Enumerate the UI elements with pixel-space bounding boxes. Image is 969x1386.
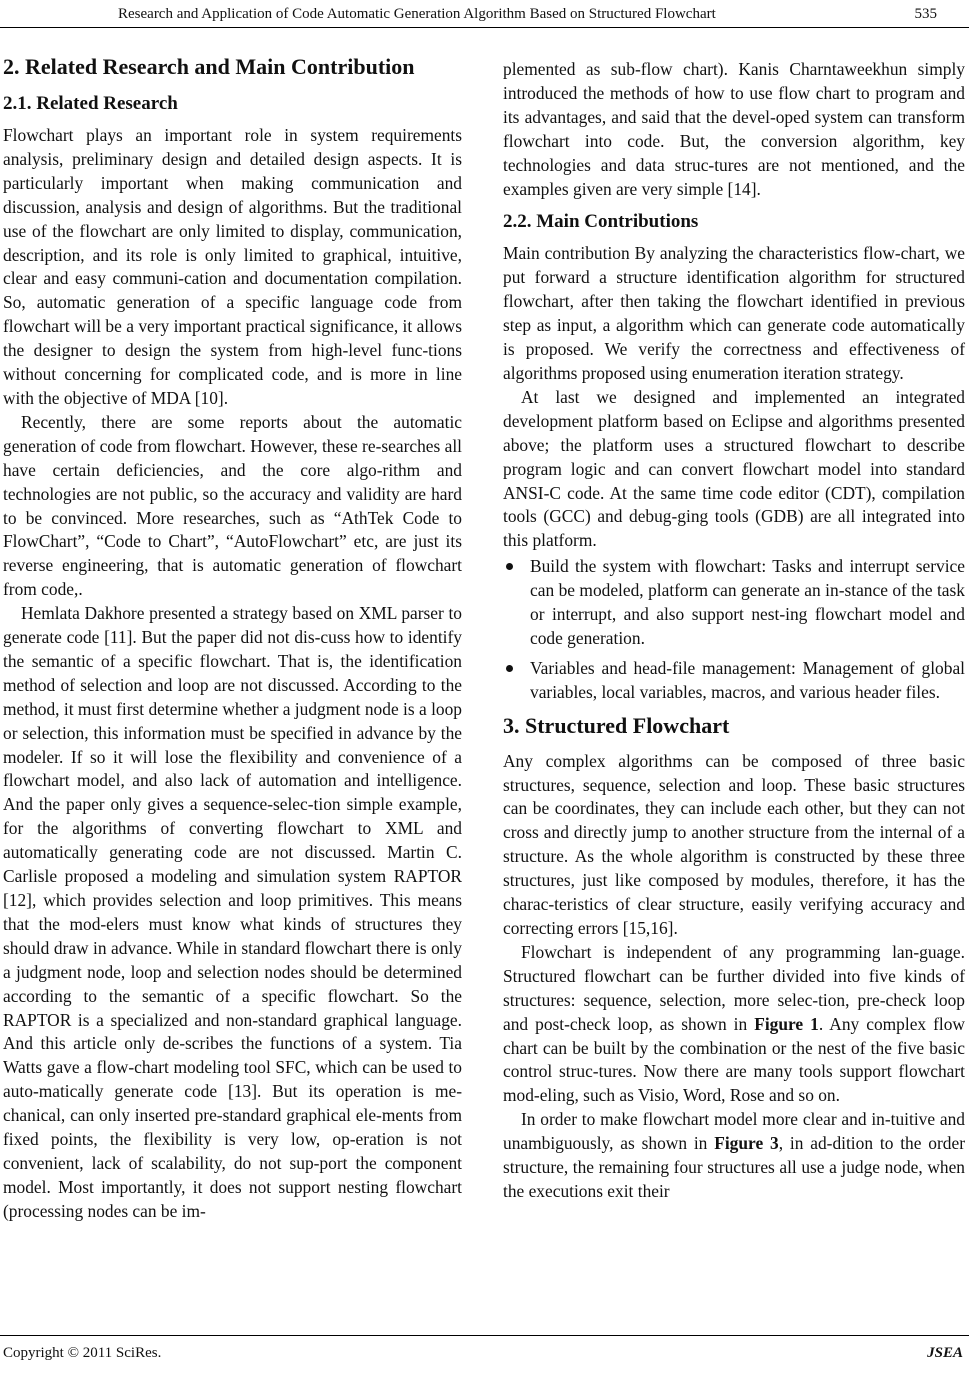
subsection-title-2-1: 2.1. Related Research [3,93,178,114]
left-column [3,52,462,1224]
running-header [0,6,969,28]
footer-divider [0,1335,969,1336]
bullet-icon [506,563,513,570]
paragraph [503,1108,965,1204]
paragraph [503,941,965,1108]
contribution-list [503,555,965,704]
paragraph: Hemlata Dakhore presented a strategy based on XML parser to generate code [11]. But the paper did not dis-cuss how to identify the semantic of a specific flowchart. That is, the identification method of selection and loop are not discussed. According to the method, it must first determine whether a judgment node is a loop or selection, this information must be specified in advance by the modeler. If so it will lose the flexibility and convenience of a flowchart model, and also lack of automation and intelligence. And the paper only gives a sequence-selec-tion simple example, for the algorithms of converting flowchart to XML and automatically generating code are not discussed. Martin C. Carlisle proposed a modeling and simulation system RAPTOR [12], which provides selection and loop primitives. This means that the mod-elers must know what kinds of structures they should draw in advance. While in standard flowchart there is only a judgment node, loop and selection nodes should be determined according to the semantic of a specific flowchart. So the RAPTOR is a specialized and non-standard graphical language. And this article only de-scribes the functions of a system. Tia Watts gave a flow-chart modeling tool SFC, which can be used to auto-matically generate code [13]. But its operation is me-chanical, can only inserted pre-standard graphical ele-ments from fixed points, the flexibility is very low, op-eration is not convenient, lack of scalability, do not sup-port the component model. Most importantly, it does not support nesting flowchart (processing nodes can be im- [3,603,462,1221]
paragraph: Main contribution By analyzing the characteristics flow-chart, we put forward a structure identification algorithm for structured flowchart, after then taking the flowchart identified in previous step as input, a algorithm which can generate code automatically is proposed. We verify the correctness and effectiveness of algorithms proposed using enumeration iteration strategy. [503,243,965,383]
paragraph-text: Flowchart is independent of any programming lan-guage. Structured flowchart can be further divided into five kinds of structures: sequence, selection, more selec-tion, pre-check loop and post-check loop, as shown in [503,941,965,1034]
section-title-2: 2. Related Research and Main Contribution [3,54,415,79]
paragraph: plemented as sub-flow chart). Kanis Charntaweekhun simply introduced the methods of how to use flow chart to program and its advantages, and said that the devel-oped system can transform flowchart into code. But, the conversion algorithm, key technologies and data struc-tures are not mentioned, and the examples given are very simple [14]. [503,59,965,199]
paragraph: Any complex algorithms can be composed of three basic structures, sequence, selection and loop. These basic structures can be coordinates, they can include each other, but they can not cross and directly jump to another structure from the internal of a structure. As the whole algorithm is constructed by these three structures, just like composed by modules, therefore, it has the charac-teristics of clear structure, easily verifying accuracy and correcting errors [15,16]. [503,750,965,938]
running-title: Research and Application of Code Automatic Generation Algorithm Based on Structured Flowchart [118,6,716,22]
copyright-text: Copyright © 2011 SciRes. [3,1345,162,1361]
paragraph-text: In order to make flowchart model more clear and in-tuitive and unambiguously, as shown in [503,1109,965,1154]
bullet-icon [506,665,513,672]
figure-reference: Figure 3 [714,1133,779,1154]
list-item [503,555,965,651]
header-divider [0,27,969,28]
list-item-text: Build the system with flowchart: Tasks and interrupt service can be modeled, platform can generate an in-stance of the task or interrupt, and also support nest-ing flowchart model and code generation. [530,556,965,648]
paragraph-text: . Any complex flow chart can be built by the combination or the nest of the five basic control struc-tures. Now there are many tools support flowchart mod-eling, such as Visio, Word, Rose and so on. [503,1013,965,1106]
figure-reference: Figure 1 [754,1013,819,1034]
page-number: 535 [914,6,937,22]
list-item-text: Variables and head-file management: Management of global variables, local variables, macros, and various header files. [530,657,965,702]
section-title-3: 3. Structured Flowchart [503,712,730,738]
paragraph: At last we designed and implemented an integrated development platform based on Eclipse and algorithms presented above; the platform uses a structured flowchart to describe program logic and can convert flowchart model into standard ANSI-C code. At the same time code editor (CDT), compilation tools (GCC) and debug-ging tools (GDB) are all integrated into this platform. [503,386,965,551]
right-column [503,58,965,1204]
paragraph: Recently, there are some reports about the automatic generation of code from flowchart. However, these re-searches all have certain deficiencies, and the core algo-rithm and technologies are not public, so the accuracy and validity are hard to be convinced. More researches, such as “AthTek Code to FlowChart”, “Code to Chart”, “AutoFlowchart” etc, are just its reverse engineering, that is automatic generation of flowchart from code,. [3,411,462,600]
paragraph: Flowchart plays an important role in system requirements analysis, preliminary design and detailed design aspects. It is particularly important when making communication and discussion, analysis and design of algorithms. But the traditional use of the flowchart are only limited to display, communication, description, and its role is only limited to graphical, intuitive, clear and easy communi-cation and documentation compilation. So, automatic generation of a specific language code from flowchart will be a very important practical significance, it allows the designer to design the system from high-level func-tions without concerning for complicated code, and is more in line with the objective of MDA [10]. [3,125,462,408]
list-item [503,657,965,705]
journal-abbreviation: JSEA [927,1345,963,1361]
paragraph-text: , in ad-dition to the order structure, the remaining four structures all use a judge node, when the executions exit their [503,1133,965,1201]
subsection-title-2-2: 2.2. Main Contributions [503,211,699,233]
